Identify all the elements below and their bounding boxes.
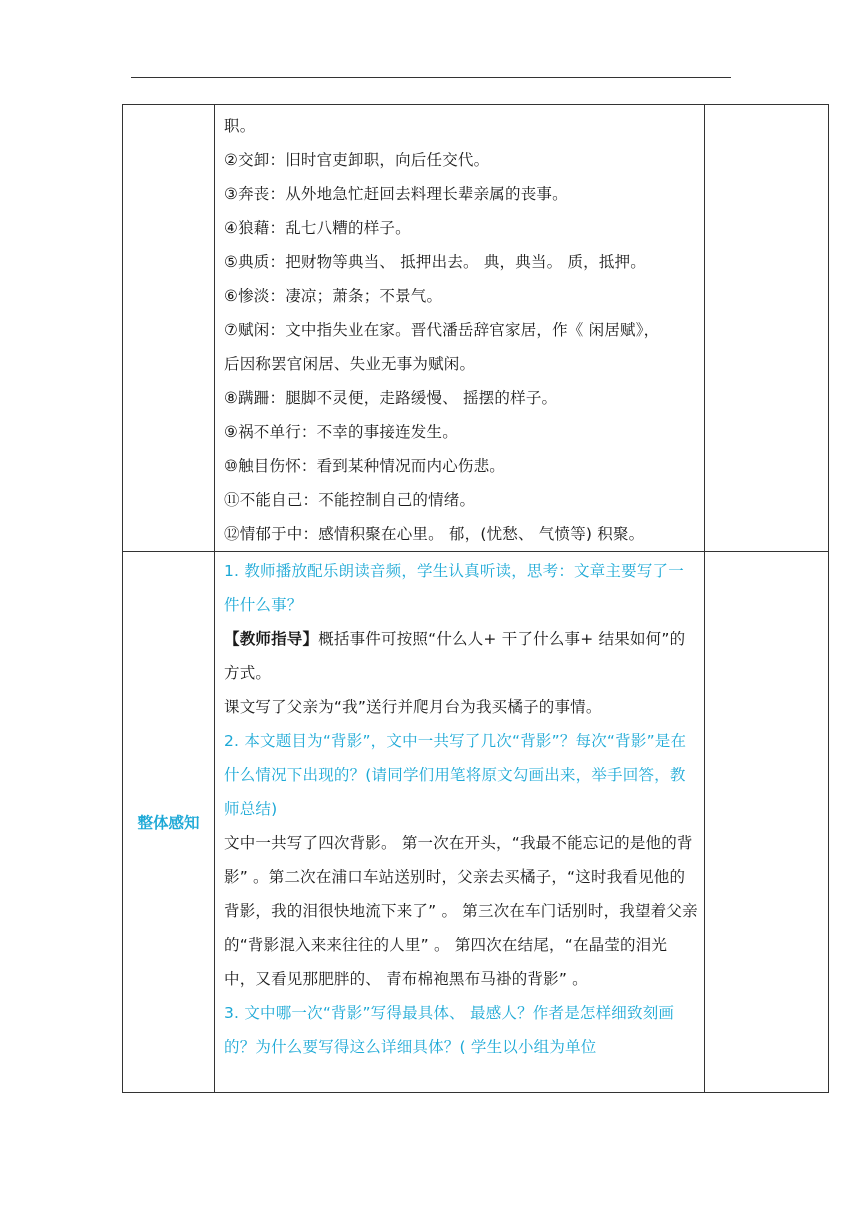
section-label-cell xyxy=(123,552,215,1093)
glossary-item: ⑫情郁于中：感情积聚在心里。 郁，(忧愁、 气愤等) 积聚。 xyxy=(224,525,645,543)
section-content-cell xyxy=(215,552,705,1093)
glossary-list xyxy=(215,105,704,551)
table-row xyxy=(123,105,829,552)
lesson-table xyxy=(122,104,829,1093)
glossary-item: ②交卸：旧时官吏卸职，向后任交代。 xyxy=(224,151,490,169)
glossary-item: 职。 xyxy=(224,117,256,135)
answer-2: 文中一共写了四次背影。 第一次在开头，“我最不能忘记的是他的背影” 。第二次在浦口车站送别时，父亲去买橘子，“这时我看见他的背影，我的泪很快地流下来了” 。 第三次在车门话别时，我望着父亲的“背影混入来来往往的人里” 。 第四次在结尾，“在晶莹的泪光中，又看见那肥胖的、 青布棉袍黑布马褂的背影” 。 xyxy=(224,834,698,988)
teacher-guide-text: 概括事件可按照“什么人+ 干了什么事+ 结果如何”的方式。 xyxy=(224,630,686,682)
question-1: 1. 教师播放配乐朗读音频，学生认真听读，思考：文章主要写了一件什么事？ xyxy=(224,562,684,614)
glossary-item: ⑦赋闲：文中指失业在家。晋代潘岳辞官家居，作《 闲居赋》， xyxy=(224,321,660,339)
answer-1: 课文写了父亲为“我”送行并爬月台为我买橘子的事情。 xyxy=(224,698,602,716)
header-rule xyxy=(131,77,731,78)
glossary-item: ⑤典质：把财物等典当、 抵押出去。 典，典当。 质，抵押。 xyxy=(224,253,646,271)
glossary-cell xyxy=(215,105,705,552)
glossary-item: 后因称罢官闲居、失业无事为赋闲。 xyxy=(224,355,476,373)
glossary-item: ④狼藉：乱七八糟的样子。 xyxy=(224,219,411,237)
section-label: 整体感知 xyxy=(137,814,200,832)
glossary-item: ⑨祸不单行：不幸的事接连发生。 xyxy=(224,423,458,441)
glossary-item: ③奔丧：从外地急忙赶回去料理长辈亲属的丧事。 xyxy=(224,185,568,203)
label-cell-empty xyxy=(123,105,215,552)
glossary-item: ⑩触目伤怀：看到某种情况而内心伤悲。 xyxy=(224,457,505,475)
note-cell xyxy=(705,552,829,1093)
teacher-guide-tag: 【教师指导】 xyxy=(224,630,319,648)
glossary-item: ⑥惨淡：凄凉；萧条；不景气。 xyxy=(224,287,443,305)
section-content xyxy=(215,552,704,1064)
glossary-item: ⑪不能自己：不能控制自己的情绪。 xyxy=(224,491,476,509)
teacher-guide xyxy=(224,622,698,690)
glossary-item: ⑧蹒跚：腿脚不灵便，走路缓慢、 摇摆的样子。 xyxy=(224,389,558,407)
question-2: 2. 本文题目为“背影”，文中一共写了几次“背影”？每次“背影”是在什么情况下出现的？(请同学们用笔将原文勾画出来，举手回答，教师总结) xyxy=(224,732,687,818)
question-3: 3. 文中哪一次“背影”写得最具体、 最感人？作者是怎样细致刻画的？为什么要写得这么详细具体？( 学生以小组为单位 xyxy=(224,1004,675,1056)
table-row xyxy=(123,552,829,1093)
note-cell xyxy=(705,105,829,552)
